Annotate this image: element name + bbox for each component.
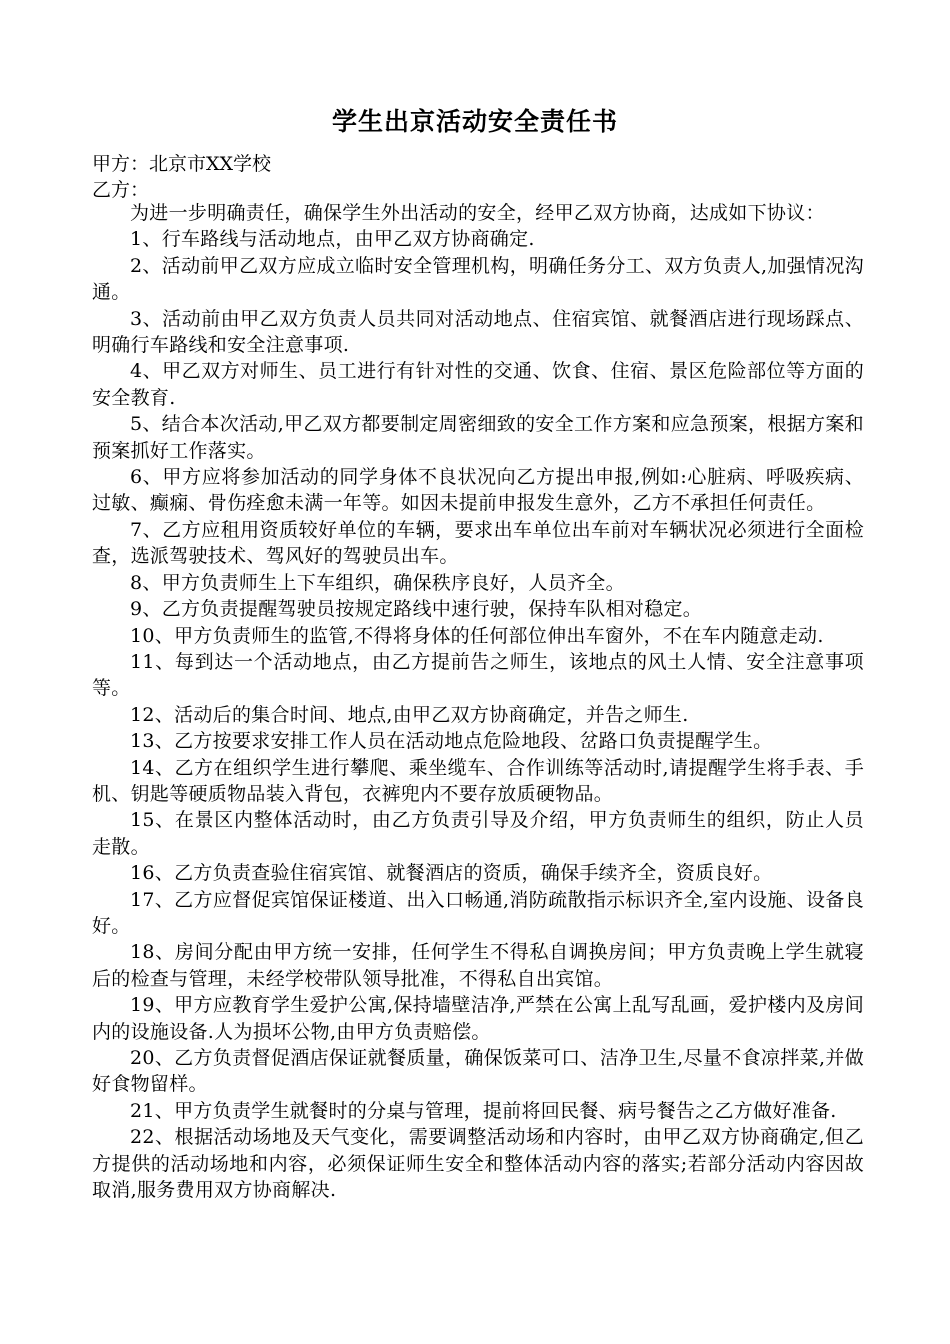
clause-22: 22、根据活动场地及天气变化，需要调整活动场和内容时，由甲乙双方协商确定,但乙方提供的活动场地和内容，必须保证师生安全和整体活动内容的落实;若部分活动内容因故取消,服务费用双方协商解决.	[92, 1126, 864, 1202]
clause-6: 6、甲方应将参加活动的同学身体不良状况向乙方提出申报,例如:心脏病、呼吸疾病、过敏、癫痫、骨伤痊愈未满一年等。如因未提前申报发生意外，乙方不承担任何责任。	[92, 466, 864, 515]
party-a-line: 甲方：北京市XX学校	[92, 153, 272, 175]
party-b-line: 乙方：	[92, 179, 150, 201]
clause-7: 7、乙方应租用资质较好单位的车辆，要求出车单位出车前对车辆状况必须进行全面检查，选派驾驶技术、驾风好的驾驶员出车。	[92, 518, 864, 568]
agreement-body	[92, 200, 864, 1203]
clause-16: 16、乙方负责查验住宿宾馆、就餐酒店的资质，确保手续齐全，资质良好。	[130, 862, 773, 885]
clause-18: 18、房间分配由甲方统一安排，任何学生不得私自调换房间；甲方负责晚上学生就寝后的检查与管理，未经学校带队领导批准，不得私自出宾馆。	[92, 941, 864, 990]
clause-8: 8、甲方负责师生上下车组织，确保秩序良好，人员齐全。	[130, 571, 625, 594]
clause-2: 2、活动前甲乙双方应成立临时安全管理机构，明确任务分工、双方负责人,加强情况沟通。	[92, 254, 864, 304]
document-title: 学生出京活动安全责任书	[331, 107, 618, 136]
intro-paragraph: 为进一步明确责任，确保学生外出活动的安全，经甲乙双方协商，达成如下协议：	[130, 202, 825, 224]
clause-15: 15、在景区内整体活动时，由乙方负责引导及介绍，甲方负责师生的组织，防止人员走散。	[92, 809, 864, 858]
clause-11: 11、每到达一个活动地点，由乙方提前告之师生，该地点的风土人情、安全注意事项等。	[92, 650, 864, 700]
clause-3: 3、活动前由甲乙双方负责人员共同对活动地点、住宿宾馆、就餐酒店进行现场踩点、明确行车路线和安全注意事项.	[92, 307, 864, 357]
clause-13: 13、乙方按要求安排工作人员在活动地点危险地段、岔路口负责提醒学生。	[130, 730, 773, 753]
clause-10: 10、甲方负责师生的监管,不得将身体的任何部位伸出车窗外，不在车内随意走动.	[130, 624, 824, 647]
clause-1: 1、行车路线与活动地点，由甲乙双方协商确定.	[130, 228, 535, 251]
clause-20: 20、乙方负责督促酒店保证就餐质量，确保饭菜可口、洁净卫生,尽量不食凉拌菜,并做好食物留样。	[92, 1047, 864, 1096]
clause-14: 14、乙方在组织学生进行攀爬、乘坐缆车、合作训练等活动时,请提醒学生将手表、手机、钥匙等硬质物品装入背包，衣裤兜内不要存放质硬物品。	[92, 756, 864, 805]
clause-19: 19、甲方应教育学生爱护公寓,保持墙壁洁净,严禁在公寓上乱写乱画，爱护楼内及房间内的设施设备.人为损坏公物,由甲方负责赔偿。	[92, 994, 864, 1043]
clause-5: 5、结合本次活动,甲乙双方都要制定周密细致的安全工作方案和应急预案，根据方案和预案抓好工作落实。	[92, 413, 864, 462]
clause-21: 21、甲方负责学生就餐时的分桌与管理，提前将回民餐、病号餐告之乙方做好准备.	[130, 1099, 837, 1122]
clause-12: 12、活动后的集合时间、地点,由甲乙双方协商确定，并告之师生.	[130, 703, 689, 726]
clause-4: 4、甲乙双方对师生、员工进行有针对性的交通、饮食、住宿、景区危险部位等方面的安全教育.	[92, 360, 864, 409]
clause-9: 9、乙方负责提醒驾驶员按规定路线中速行驶，保持车队相对稳定。	[130, 598, 703, 621]
clause-17: 17、乙方应督促宾馆保证楼道、出入口畅通,消防疏散指示标识齐全,室内设施、设备良好。	[92, 888, 864, 937]
